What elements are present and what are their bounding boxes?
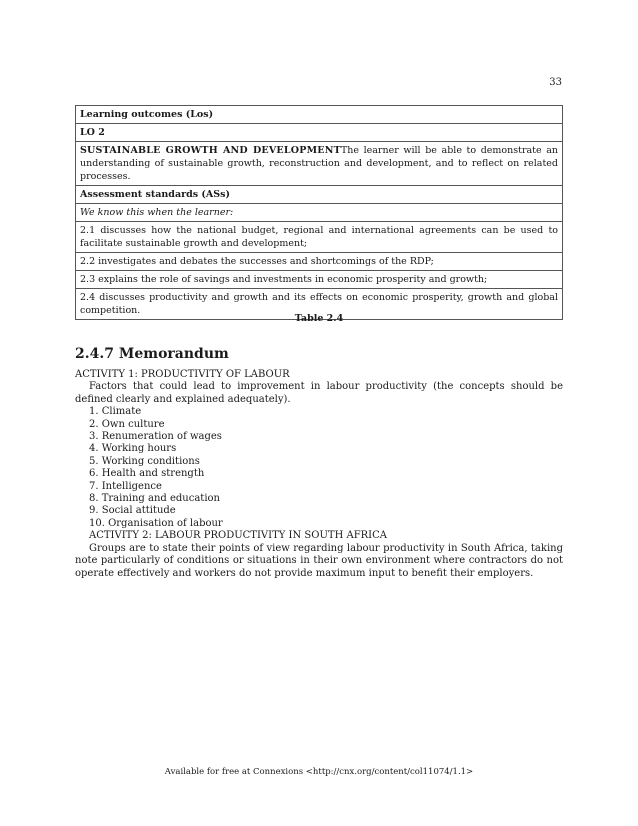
list-item: 1. Climate — [89, 406, 142, 418]
factors-list — [75, 406, 563, 530]
table-row — [76, 253, 563, 271]
assessment-standard-2-3: 2.3 explains the role of savings and investments in economic prosperity and growth; — [76, 271, 563, 289]
learning-outcomes-table — [75, 105, 563, 320]
list-item: 2. Own culture — [89, 418, 165, 430]
list-item: 8. Training and education — [89, 493, 220, 505]
section-heading: 2.4.7 Memorandum — [75, 346, 229, 362]
assessment-standards-header: Assessment standards (ASs) — [76, 186, 563, 204]
activity-1-title: ACTIVITY 1: PRODUCTIVITY OF LABOUR — [75, 369, 290, 380]
activity-2-text: Groups are to state their points of view regarding labour productivity in South Africa, taking note particularly of conditions or situations in their own environment where contractors do not operate effectively and workers do not provide maximum input to benefit their employers. — [75, 542, 563, 579]
lo-label: LO 2 — [76, 124, 563, 142]
table-row — [76, 106, 563, 124]
lo-description: The learner will be able to demonstrate an understanding of sustainable growth, reconstruction and development, and to reflect on related processes. — [80, 145, 558, 182]
assessment-standard-2-1: 2.1 discusses how the national budget, regional and international agreements can be used to facilitate sustainable growth and development; — [76, 222, 563, 253]
table-row — [76, 142, 563, 186]
table-caption: Table 2.4 — [294, 313, 344, 324]
assessment-intro: We know this when the learner: — [76, 204, 563, 222]
list-item: 3. Renumeration of wages — [89, 431, 222, 443]
table-row — [76, 124, 563, 142]
table-row — [76, 271, 563, 289]
list-item: 5. Working conditions — [89, 455, 200, 467]
assessment-standard-2-4: 2.4 discusses productivity and growth and its effects on economic prosperity, growth and global competition. — [76, 289, 563, 320]
page-number: 33 — [549, 77, 562, 88]
table-row — [76, 186, 563, 204]
activity-2-title: ACTIVITY 2: LABOUR PRODUCTIVITY IN SOUTH AFRICA — [89, 530, 387, 542]
list-item: 9. Social attitude — [89, 505, 176, 517]
footer: Available for free at Connexions <http://cnx.org/content/col11074/1.1> — [164, 767, 474, 777]
memorandum-body — [75, 369, 563, 580]
assessment-standard-2-2: 2.2 investigates and debates the successes and shortcomings of the RDP; — [76, 253, 563, 271]
list-item: 4. Working hours — [89, 443, 177, 455]
activity-1-intro: Factors that could lead to improvement in labour productivity (the concepts should be defined clearly and explained adequately). — [75, 381, 563, 405]
list-item: 7. Intelligence — [89, 480, 162, 492]
list-item: 10. Organisation of labour — [89, 517, 223, 529]
table-row — [76, 204, 563, 222]
lo-cell — [76, 142, 563, 186]
lo-title: SUSTAINABLE GROWTH AND DEVELOPMENT — [80, 145, 341, 156]
table-row — [76, 222, 563, 253]
list-item: 6. Health and strength — [89, 468, 205, 480]
learning-outcomes-header: Learning outcomes (Los) — [76, 106, 563, 124]
